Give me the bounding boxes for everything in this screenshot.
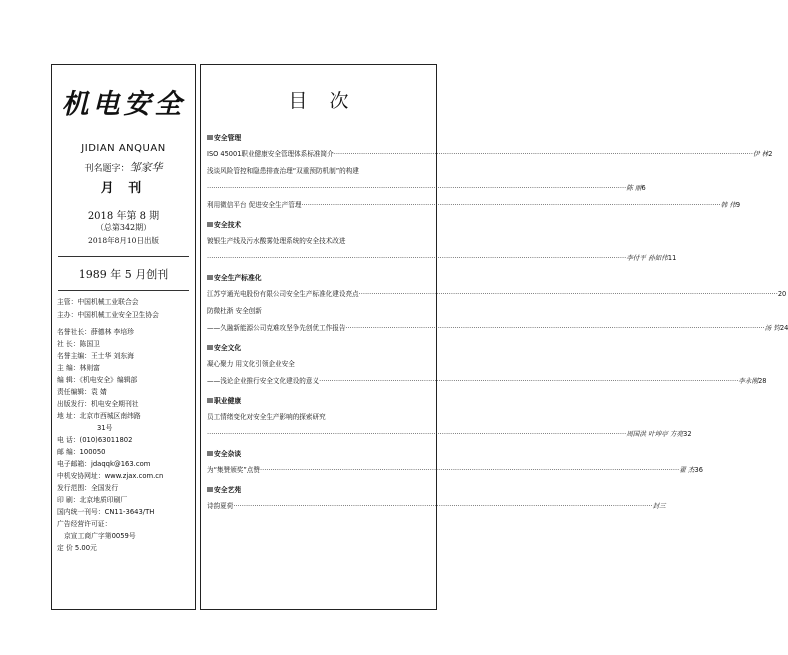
masthead-line: 发行范围：全国发行 — [57, 484, 119, 492]
masthead-line: 国内统一刊号：CN11-3643/TH — [57, 508, 155, 516]
toc-entry[interactable] — [207, 238, 432, 245]
toc-entry[interactable] — [207, 324, 788, 332]
masthead-line: 名誉主编：王士华 刘东海 — [57, 352, 134, 360]
toc-entry-author: 李永刚 — [738, 377, 759, 385]
dot-leader: ········································································································································································································ — [345, 324, 765, 332]
toc-entry-title: 利用微信平台 促进安全生产管理 — [207, 201, 302, 209]
toc-heading: 目次 — [288, 90, 371, 112]
toc-entry-author: 封三 — [652, 502, 666, 510]
masthead-line: 社 长：陈国卫 — [57, 340, 100, 348]
toc-entry-page: 28 — [758, 377, 767, 385]
section-marker-icon — [207, 222, 213, 227]
section-marker-icon — [207, 398, 213, 403]
title-inscription — [52, 159, 195, 175]
masthead-line: 主管：中国机械工业联合会 — [57, 298, 139, 306]
toc-entry-title: 镀银生产线及污水酸雾处理系统的安全技术改进 — [207, 237, 346, 245]
section-marker-icon — [207, 487, 213, 492]
toc-section-heading — [207, 398, 241, 405]
toc-section-name: 安全艺苑 — [214, 486, 242, 494]
masthead-line: 主办：中国机械工业安全卫生协会 — [57, 311, 159, 319]
toc-entry-author: 韩 伟 — [720, 201, 736, 209]
toc-entry-author: 陈 丽 — [626, 184, 642, 192]
dot-leader: ········································································································································································································ — [207, 254, 627, 262]
toc-entry-page: 20 — [777, 290, 787, 298]
toc-section-name: 职业健康 — [214, 397, 242, 405]
toc-entry-title: ——久融新能源公司克难攻坚争先创优工作报告 — [207, 324, 346, 332]
toc-entry-page: 9 — [735, 201, 741, 209]
section-marker-icon — [207, 451, 213, 456]
masthead-line: 定 价 5.00元 — [57, 544, 97, 552]
masthead-line: 印 刷：北京地质印刷厂 — [57, 496, 128, 504]
toc-entry[interactable] — [207, 184, 646, 192]
toc-entry[interactable] — [207, 290, 787, 298]
section-marker-icon — [207, 275, 213, 280]
dot-leader: ········································································································································································································ — [319, 377, 739, 385]
masthead-line: 邮 编：100050 — [57, 448, 106, 456]
masthead-line: 广告经营许可证： — [57, 520, 112, 528]
section-marker-icon — [207, 135, 213, 140]
toc-entry-page: 6 — [641, 184, 646, 192]
toc-section-name: 安全技术 — [214, 221, 242, 229]
toc-entry[interactable] — [207, 361, 432, 368]
masthead-line: 名誉社长：薛德林 李培珍 — [57, 328, 134, 336]
toc-entry-page: 24 — [779, 324, 788, 332]
toc-entry[interactable] — [207, 254, 677, 262]
toc-section-name: 安全生产标准化 — [214, 274, 262, 282]
toc-entry[interactable] — [207, 150, 773, 158]
toc-entry-author: 翟 杰 — [679, 466, 695, 474]
dot-leader: ········································································································································································································ — [207, 184, 627, 192]
toc-entry-title: 江苏亨通光电股份有限公司安全生产标准化建设亮点 — [207, 290, 359, 298]
toc-entry-title: 凝心聚力 用文化引领企业安全 — [207, 360, 295, 368]
dot-leader: ········································································································································································································ — [301, 201, 721, 209]
masthead-line: 出版发行：机电安全期刊社 — [57, 400, 139, 408]
section-marker-icon — [207, 345, 213, 350]
toc-section-name: 安全管理 — [214, 134, 242, 142]
divider — [58, 256, 189, 257]
toc-entry[interactable] — [207, 466, 703, 474]
toc-entry-author: 周国洪 叶坤亭 方亮 — [626, 430, 684, 438]
toc-section-heading — [207, 451, 241, 458]
masthead-line: 31号 — [97, 424, 113, 432]
magazine-title-cn: 机电安全 — [61, 89, 186, 120]
toc-entry-page: 36 — [694, 466, 703, 474]
toc-section-heading — [207, 222, 241, 229]
toc-entry-title: 诗韵夏荷 — [207, 502, 234, 510]
toc-section-name: 安全杂谈 — [214, 450, 242, 458]
toc-entry[interactable] — [207, 502, 666, 510]
toc-section-heading — [207, 275, 262, 282]
toc-entry-page: 11 — [667, 254, 677, 262]
issue-number: 2018 年第 8 期 — [87, 211, 160, 222]
dot-leader: ········································································································································································································ — [233, 502, 653, 510]
magazine-title-en: JIDIAN ANQUAN — [81, 143, 166, 154]
dot-leader: ········································································································································································································ — [207, 430, 627, 438]
toc-entry[interactable] — [207, 168, 432, 175]
dot-leader: ········································································································································································································ — [260, 466, 680, 474]
masthead-line: 编 辑：《机电安全》编辑部 — [57, 376, 138, 384]
toc-entry[interactable] — [207, 414, 432, 421]
toc-entry-title: 防微杜渐 安全创新 — [207, 307, 262, 315]
masthead-line: 电子邮箱：jdaqqk@163.com — [57, 460, 151, 468]
toc-section-heading — [207, 135, 241, 142]
toc-entry[interactable] — [207, 308, 432, 315]
cover-info-panel — [51, 64, 196, 610]
dot-leader: ········································································································································································································ — [358, 290, 778, 298]
toc-entry[interactable] — [207, 201, 741, 209]
divider — [58, 290, 189, 291]
masthead-line: 中机安协网址：www.zjax.com.cn — [57, 472, 164, 480]
toc-section-name: 安全文化 — [214, 344, 242, 352]
masthead-line: 电 话：(010)63011802 — [57, 436, 133, 444]
publication-frequency: 月 刊 — [100, 181, 147, 196]
toc-entry-author: 伊 林 — [752, 150, 769, 158]
toc-entry[interactable] — [207, 430, 692, 438]
founded-date: 1989 年 5 月创刊 — [78, 268, 169, 281]
masthead-line: 地 址：北京市西城区南纬路 — [57, 412, 141, 420]
masthead-line: 责任编辑：袁 婧 — [57, 388, 107, 396]
toc-entry-page: 2 — [768, 150, 773, 158]
issue-total: （总第342期） — [95, 223, 152, 232]
title-inscription-label: 刊名题字： — [84, 164, 130, 174]
toc-entry-author: 李付平 孙如伟 — [626, 254, 668, 262]
toc-entry-page: 32 — [683, 430, 692, 438]
title-inscription-name: 邹家华 — [129, 161, 163, 174]
toc-entry-title: 员工情绪变化对安全生产影响的探索研究 — [207, 413, 326, 421]
dot-leader: ········································································································································································································ — [333, 150, 753, 158]
issue-date: 2018年8月10日出版 — [88, 236, 159, 245]
toc-entry-title: 为“集赞颁奖”点赞 — [207, 466, 260, 474]
toc-entry-title: 浅谈风险管控和隐患排查治理“双重预防机制”的构建 — [207, 167, 359, 175]
toc-entry[interactable] — [207, 377, 767, 385]
masthead-line: 主 编：林则富 — [57, 364, 100, 372]
masthead-line: 京宣工商广字第0059号 — [64, 532, 136, 540]
toc-entry-author: 汤 钧 — [764, 324, 780, 332]
toc-entry-title: ——浅论企业推行安全文化建设的意义 — [207, 377, 320, 385]
table-of-contents-panel — [200, 64, 788, 610]
toc-section-heading — [207, 345, 241, 352]
toc-section-heading — [207, 487, 241, 494]
toc-entry-title: ISO 45001职业健康安全管理体系标准简介 — [207, 150, 334, 158]
